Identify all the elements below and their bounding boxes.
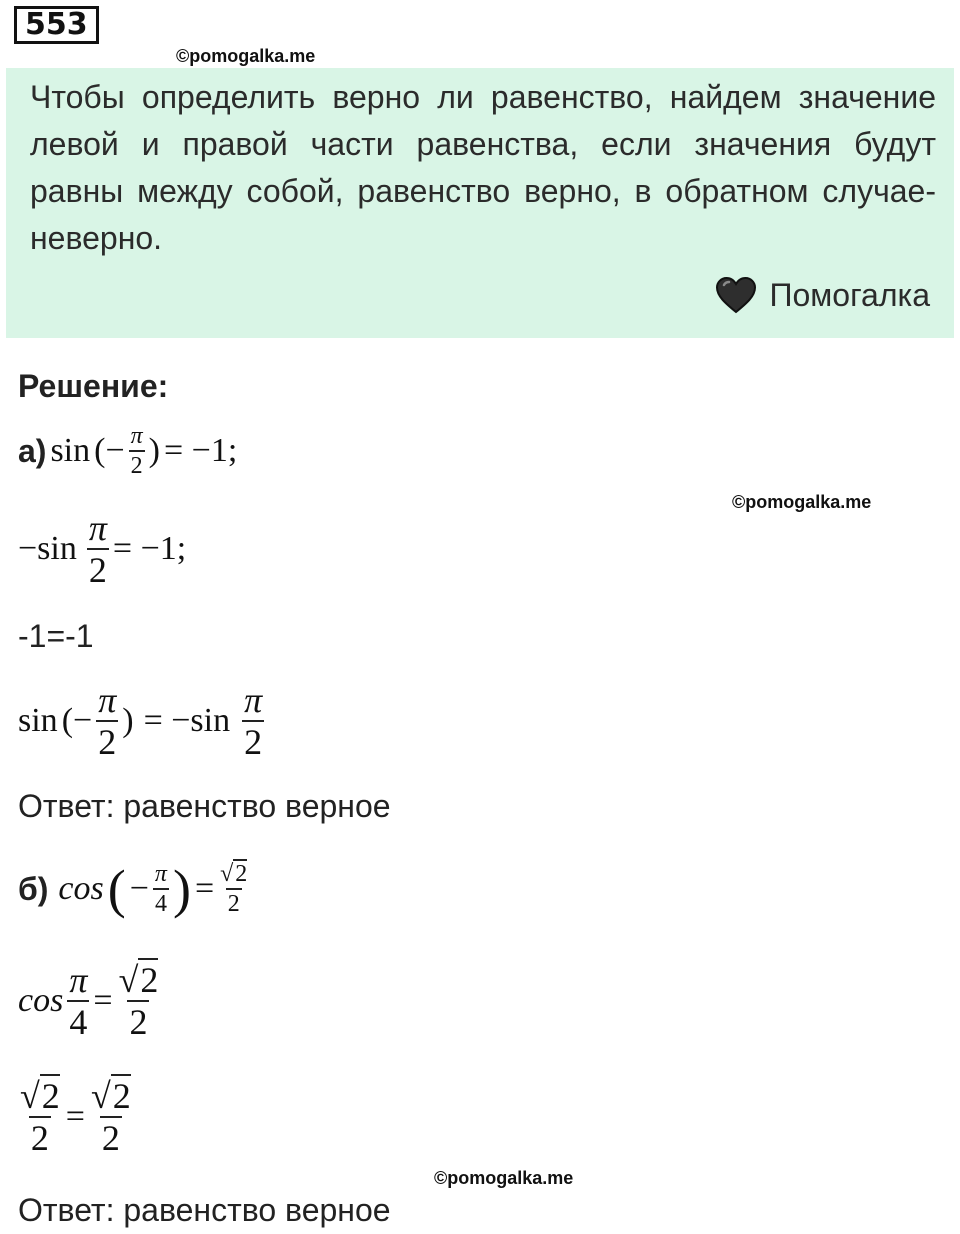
hint-text: Чтобы определить верно ли равенство, найдем значение левой и правой части равенства, если значения будут равны между собой, равенство верно, в обратном случае- неверно. bbox=[30, 79, 936, 256]
fraction-pi-2-right bbox=[242, 682, 264, 760]
part-b-answer: Ответ: равенство верное bbox=[18, 1192, 391, 1228]
equals: = bbox=[93, 982, 113, 1019]
fraction-pi-4 bbox=[67, 962, 89, 1040]
close-paren: ) bbox=[148, 432, 160, 469]
numerator: π bbox=[69, 960, 88, 1000]
rhs: = −1; bbox=[164, 432, 238, 469]
heart-icon bbox=[715, 276, 757, 314]
fraction-pi-2 bbox=[129, 424, 145, 478]
denominator: 2 bbox=[129, 1002, 148, 1042]
denominator: 2 bbox=[101, 1118, 120, 1158]
part-a-line1 bbox=[18, 424, 237, 478]
sin-func: sin bbox=[50, 432, 91, 469]
fraction-pi-4 bbox=[153, 862, 169, 916]
part-a-line2 bbox=[18, 510, 186, 588]
denominator: 2 bbox=[30, 1118, 49, 1158]
fraction-sqrt2-2 bbox=[117, 962, 161, 1040]
numerator bbox=[18, 1078, 62, 1116]
radicand: 2 bbox=[112, 1076, 131, 1116]
numerator bbox=[218, 862, 249, 888]
fraction-pi-2 bbox=[96, 682, 118, 760]
watermark-bottom: ©pomogalka.me bbox=[434, 1168, 574, 1188]
sqrt-sign: √ bbox=[90, 1076, 111, 1116]
brand bbox=[715, 276, 930, 314]
radicand: 2 bbox=[41, 1076, 60, 1116]
brand-name: Помогалка bbox=[769, 276, 930, 313]
solution-label: Решение: bbox=[18, 368, 169, 404]
numerator: π bbox=[98, 680, 117, 720]
denominator: 2 bbox=[129, 450, 145, 478]
part-a-answer: Ответ: равенство верное bbox=[18, 788, 391, 824]
sqrt-sign: √ bbox=[118, 960, 139, 1000]
denominator: 2 bbox=[98, 722, 117, 762]
sqrt-sign: √ bbox=[220, 861, 234, 887]
neg-sin: −sin bbox=[18, 530, 77, 567]
denominator: 4 bbox=[69, 1002, 88, 1042]
numerator bbox=[89, 1078, 133, 1116]
part-b-line3 bbox=[18, 1078, 133, 1156]
equals: = bbox=[65, 1098, 85, 1135]
close-paren: ) bbox=[172, 859, 191, 919]
watermark-mid: ©pomogalka.me bbox=[732, 492, 872, 512]
numerator: π bbox=[244, 680, 263, 720]
numerator bbox=[117, 962, 161, 1000]
fraction-pi-2 bbox=[87, 510, 109, 588]
close-paren: ) bbox=[122, 702, 134, 739]
sqrt-sign: √ bbox=[20, 1076, 40, 1116]
part-a-line3: -1=-1 bbox=[18, 618, 94, 654]
part-a-line4 bbox=[18, 682, 264, 760]
radicand: 2 bbox=[235, 861, 248, 887]
radicand: 2 bbox=[140, 960, 159, 1000]
numerator: π bbox=[154, 861, 167, 887]
cos-func: cos bbox=[58, 870, 104, 907]
part-b-label: б) bbox=[18, 870, 49, 907]
denominator: 4 bbox=[153, 888, 169, 916]
open-paren: (− bbox=[61, 702, 93, 739]
fraction-sqrt2-2-left bbox=[18, 1078, 62, 1156]
rhs: = −1; bbox=[112, 530, 187, 567]
denominator: 2 bbox=[226, 888, 242, 916]
numerator: π bbox=[130, 423, 143, 449]
minus-sign: − bbox=[129, 870, 149, 907]
cos-func: cos bbox=[18, 982, 64, 1019]
numerator: π bbox=[88, 508, 107, 548]
part-a-label: а) bbox=[18, 432, 47, 469]
denominator: 2 bbox=[244, 722, 263, 762]
open-paren: (− bbox=[94, 432, 125, 469]
sin-func: sin bbox=[18, 702, 58, 739]
watermark-top: ©pomogalka.me bbox=[176, 46, 316, 66]
hint-box bbox=[6, 68, 954, 338]
problem-number: 553 bbox=[14, 6, 99, 44]
equals-neg-sin: = −sin bbox=[143, 702, 231, 739]
fraction-sqrt2-2 bbox=[218, 862, 249, 916]
open-paren: ( bbox=[107, 859, 126, 919]
fraction-sqrt2-2-right bbox=[89, 1078, 133, 1156]
part-b-line1 bbox=[18, 859, 249, 919]
equals: = bbox=[194, 870, 215, 907]
part-b-line2 bbox=[18, 962, 160, 1040]
denominator: 2 bbox=[88, 550, 107, 590]
